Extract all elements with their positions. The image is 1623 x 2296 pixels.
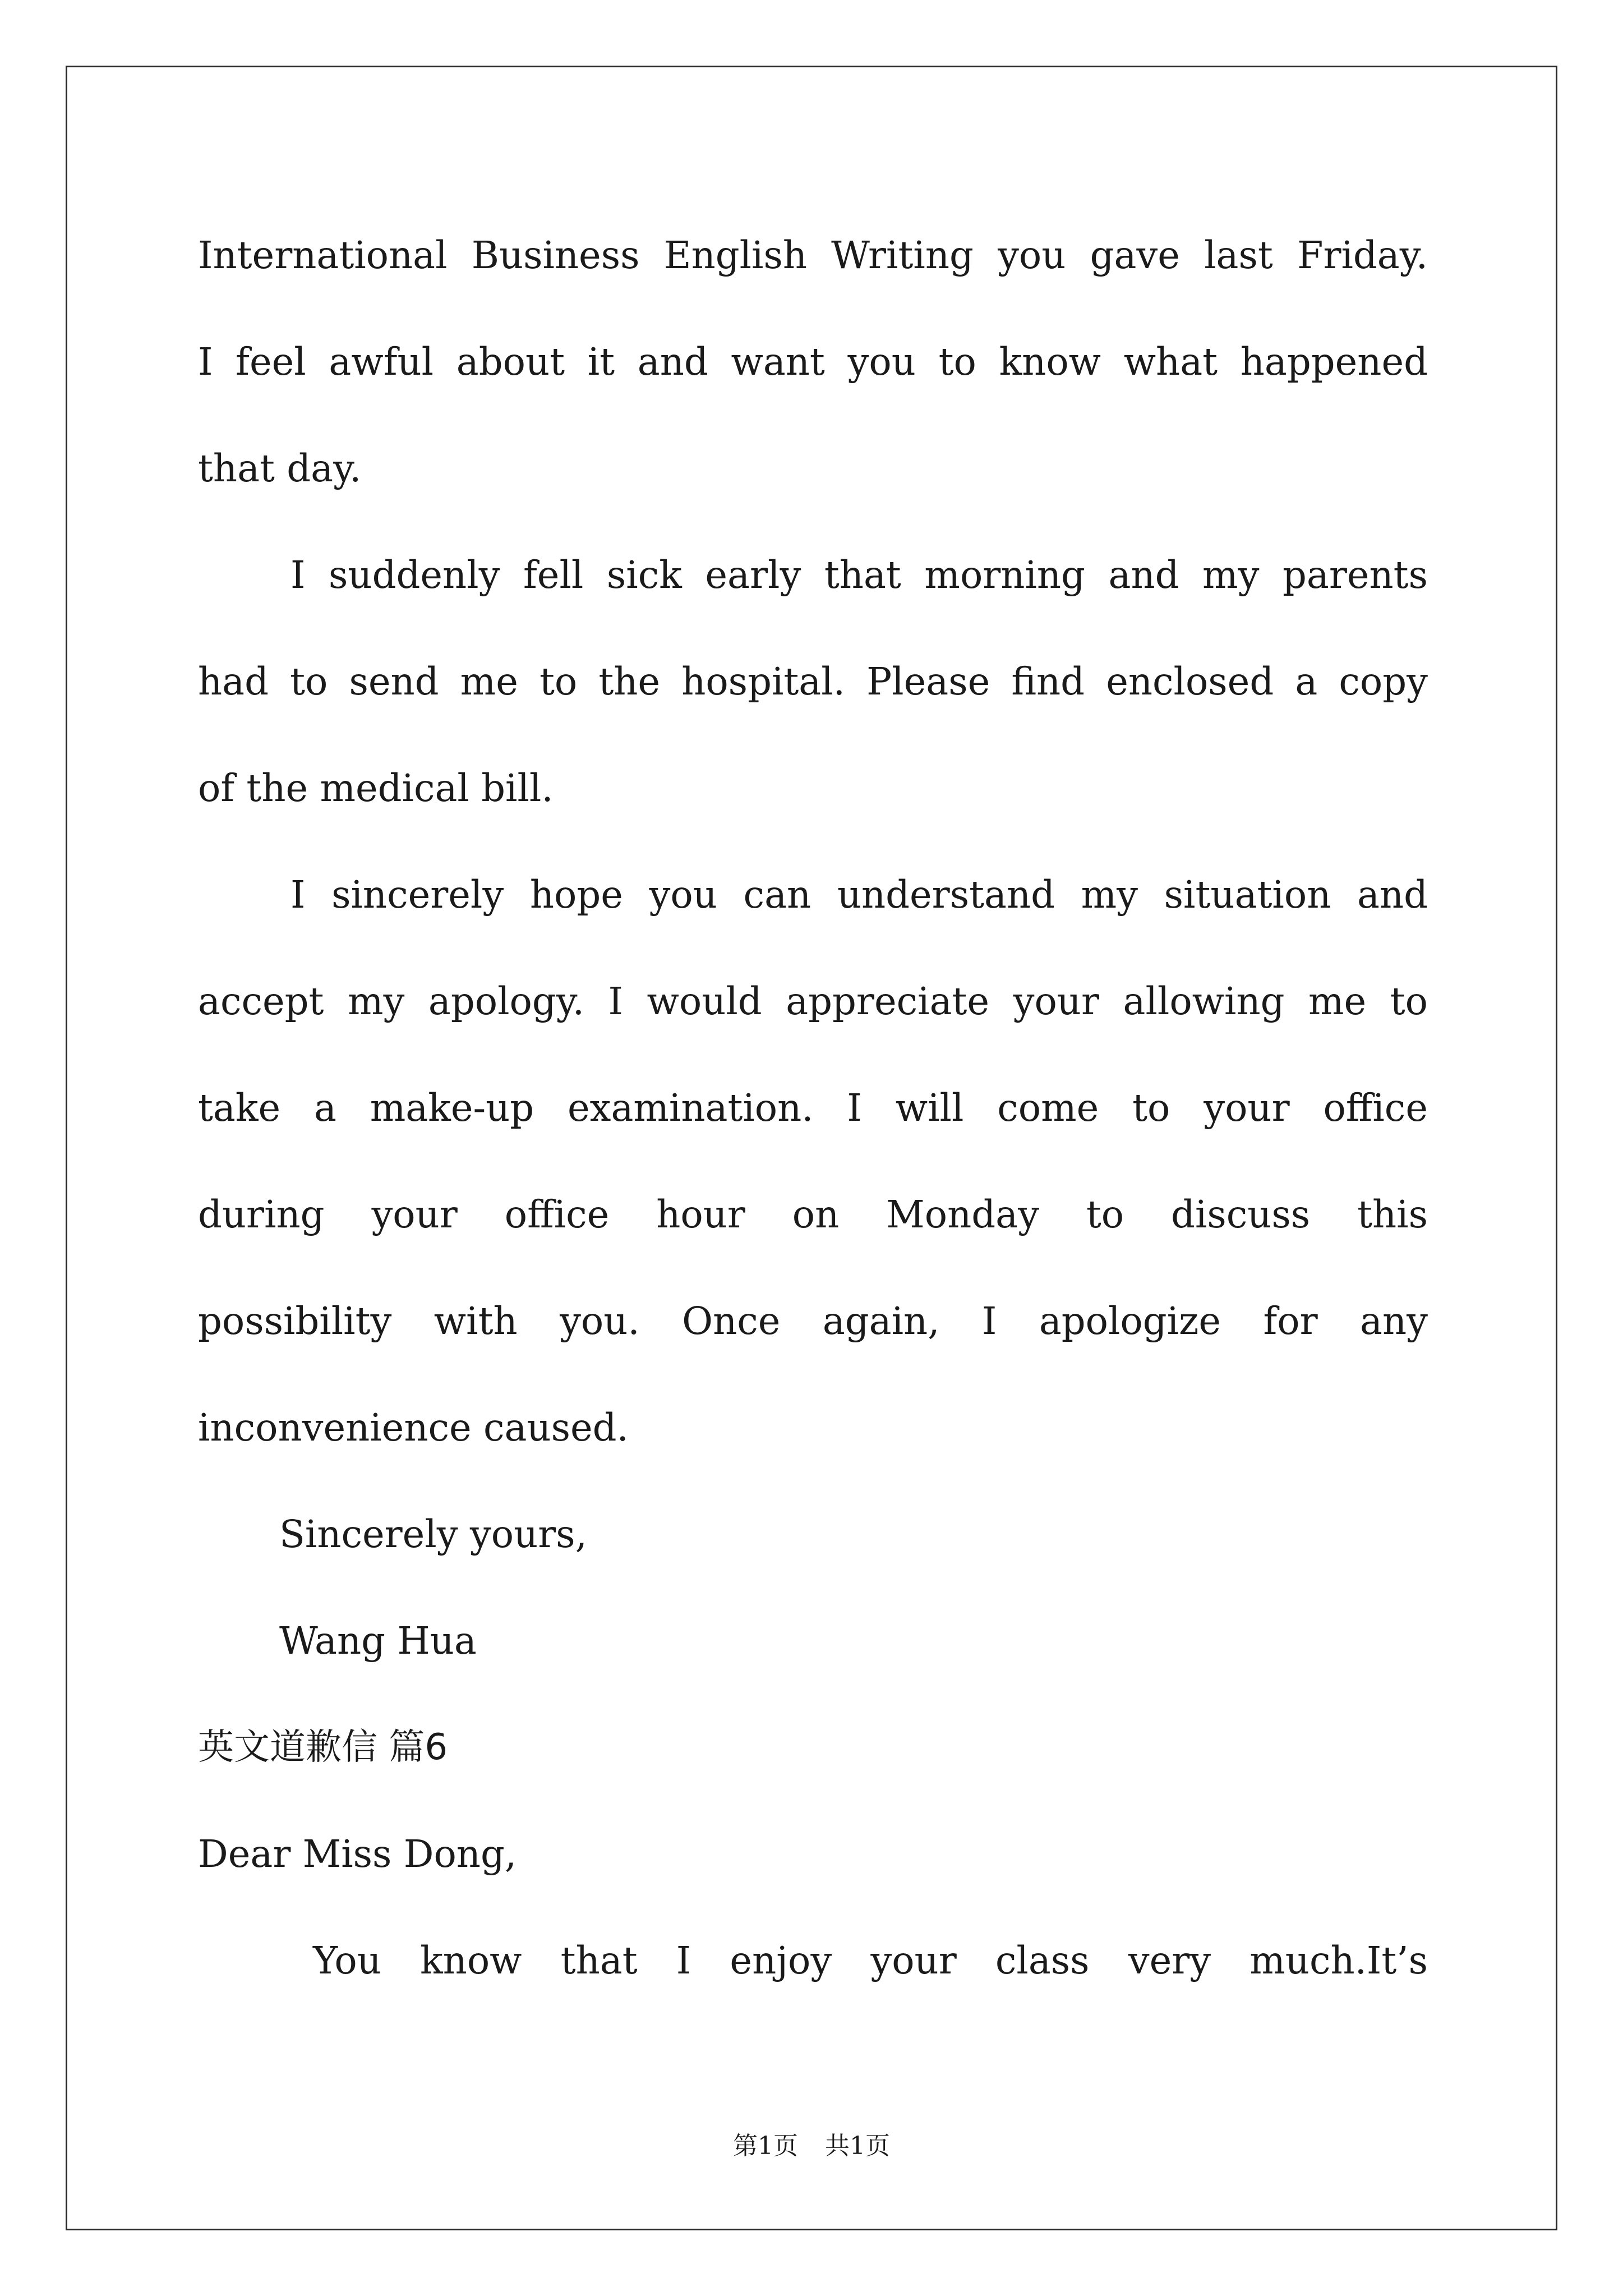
text-line: possibility with you. Once again, I apologize for any — [198, 1299, 1428, 1343]
page-number: 第1页 — [733, 2132, 798, 2160]
text-line: during your office hour on Monday to discuss this — [198, 1193, 1428, 1236]
text-line: had to send me to the hospital. Please find enclosed a copy — [198, 660, 1428, 703]
text-line: inconvenience caused. — [198, 1406, 629, 1450]
signature-line: Wang Hua — [279, 1619, 477, 1663]
text-line: take a make-up examination. I will come to your office — [198, 1086, 1428, 1130]
salutation-line: Dear Miss Dong, — [198, 1832, 517, 1876]
section-heading: 英文道歉信 篇6 — [198, 1727, 448, 1768]
text-line: You know that I enjoy your class very much.It’s — [313, 1939, 1428, 1982]
page-total: 共1页 — [825, 2132, 890, 2160]
text-line: that day. — [198, 447, 362, 490]
page-footer — [0, 2129, 1623, 2163]
text-line: accept my apology. I would appreciate your allowing me to — [198, 979, 1428, 1023]
text-line: I feel awful about it and want you to know what happened — [198, 340, 1428, 384]
text-line: of the medical bill. — [198, 766, 554, 810]
text-line: International Business English Writing you gave last Friday. — [198, 233, 1428, 277]
text-line: I sincerely hope you can understand my situation and — [291, 873, 1428, 917]
text-line: I suddenly fell sick early that morning and my parents — [291, 553, 1428, 597]
closing-line: Sincerely yours, — [279, 1512, 587, 1556]
document-body — [198, 222, 1428, 2033]
